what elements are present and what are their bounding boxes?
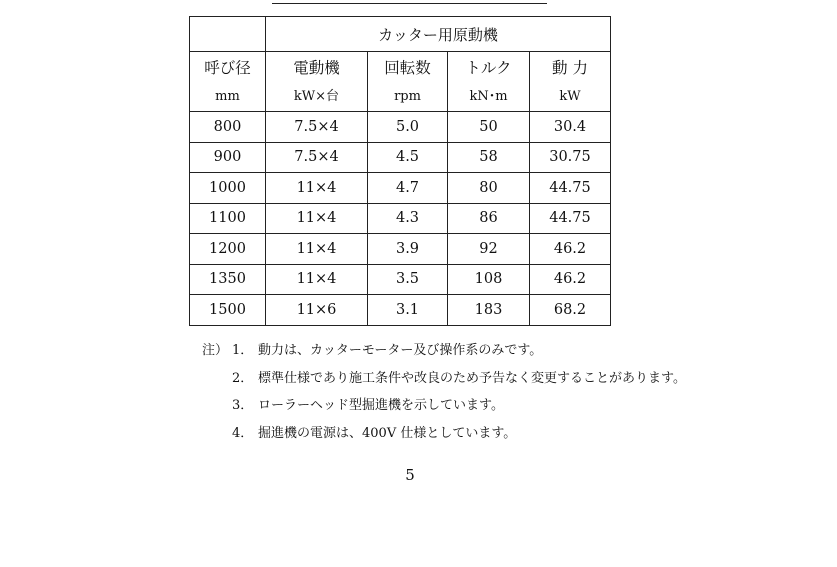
cell-motor: 11×4 [266, 264, 368, 295]
cell-power: 44.75 [530, 173, 611, 204]
title-underline [272, 0, 547, 4]
note-item [202, 340, 686, 368]
table-row [190, 112, 611, 143]
cell-rpm: 3.9 [368, 234, 448, 265]
column-header-row [190, 52, 611, 112]
table-row [190, 234, 611, 265]
notes-prefix: 注） [202, 343, 229, 358]
note-text: 標準仕様であり施工条件や改良のため予告なく変更することがあります。 [258, 370, 686, 386]
cell-rpm: 3.1 [368, 295, 448, 326]
cell-power: 68.2 [530, 295, 611, 326]
cell-motor: 7.5×4 [266, 142, 368, 173]
cell-rpm: 4.5 [368, 142, 448, 173]
table-row [190, 142, 611, 173]
cell-diameter: 800 [190, 112, 266, 143]
cell-torque: 86 [448, 203, 530, 234]
note-number: 3． [232, 398, 254, 413]
cell-diameter: 900 [190, 142, 266, 173]
cell-rpm: 4.3 [368, 203, 448, 234]
column-header-power: 動 力 kW [530, 52, 611, 112]
note-number: 2． [232, 370, 254, 386]
cell-torque: 92 [448, 234, 530, 265]
column-header-torque: トルク kN･m [448, 52, 530, 112]
spec-table [189, 16, 611, 326]
cell-torque: 80 [448, 173, 530, 204]
note-item [202, 395, 686, 423]
cell-power: 44.75 [530, 203, 611, 234]
cell-torque: 58 [448, 142, 530, 173]
note-text: ローラーヘッド型掘進機を示しています。 [258, 398, 504, 413]
note-item [202, 423, 686, 451]
table-row [190, 173, 611, 204]
cell-rpm: 4.7 [368, 173, 448, 204]
note-text: 掘進機の電源は、400V 仕様としています。 [258, 425, 517, 441]
table-row [190, 264, 611, 295]
note-item [202, 368, 686, 396]
group-header-cell: カッター用原動機 [266, 17, 611, 52]
cell-diameter: 1500 [190, 295, 266, 326]
cell-power: 46.2 [530, 234, 611, 265]
notes-section [202, 340, 686, 450]
column-header-motor: 電動機 kW×台 [266, 52, 368, 112]
page-number: 5 [405, 466, 415, 484]
group-header-row [190, 17, 611, 52]
column-header-rpm: 回転数 rpm [368, 52, 448, 112]
cell-power: 30.75 [530, 142, 611, 173]
cell-torque: 50 [448, 112, 530, 143]
cell-motor: 11×6 [266, 295, 368, 326]
table-row [190, 295, 611, 326]
cell-torque: 108 [448, 264, 530, 295]
cell-motor: 7.5×4 [266, 112, 368, 143]
cell-power: 46.2 [530, 264, 611, 295]
cell-motor: 11×4 [266, 173, 368, 204]
cell-diameter: 1000 [190, 173, 266, 204]
note-number: 1． [232, 343, 254, 358]
cell-diameter: 1100 [190, 203, 266, 234]
cell-rpm: 3.5 [368, 264, 448, 295]
table-row [190, 203, 611, 234]
cell-diameter: 1350 [190, 264, 266, 295]
column-header-diameter: 呼び径 mm [190, 52, 266, 112]
cell-power: 30.4 [530, 112, 611, 143]
cell-motor: 11×4 [266, 234, 368, 265]
cell-motor: 11×4 [266, 203, 368, 234]
note-number: 4． [232, 425, 254, 441]
cell-rpm: 5.0 [368, 112, 448, 143]
cell-torque: 183 [448, 295, 530, 326]
cell-diameter: 1200 [190, 234, 266, 265]
note-text: 動力は、カッターモーター及び操作系のみです。 [258, 343, 543, 358]
empty-corner-cell [190, 17, 266, 52]
